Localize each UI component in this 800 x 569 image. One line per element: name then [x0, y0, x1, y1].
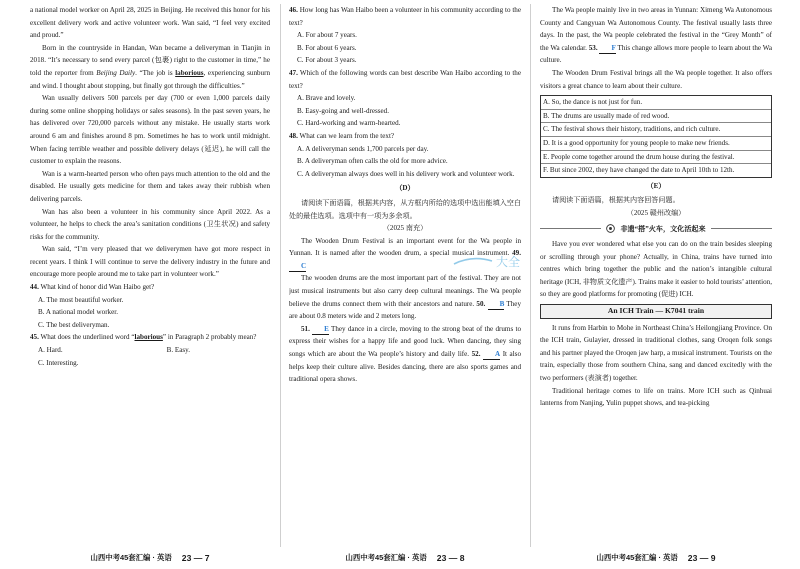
paragraph: Wan usually delivers 500 parcels per day (700 or even 1,000 parcels daily during some online shopping holidays or sales seasons). In the past seven years, he has delivered over 720,000 parcels without any mistake. He usually starts work around 6 am and finishes around 8 pm. Sometimes he has to work until midnight. When facing terrible weather and possible delivery delays (延迟), he will call the customer to explain the reasons.: [30, 94, 270, 166]
paragraph: Traditional heritage comes to life on trains. More ICH such as Qinhuai lanterns from Nanjing, Yulin puppet shows, and tea-picking: [540, 386, 772, 408]
column-divider: [280, 4, 281, 547]
question-46: 46. How long has Wan Haibo been a volunteer in his community according to the text?: [289, 6, 521, 27]
paragraph: 51. E They dance in a circle, moving to the strong beat of the drums to express their wishes for a happy life and good luck. When dancing, they sing songs which are about the Wa people’s history and daily life. 52. A It also helps keep their culture alive. Besides dancing, there are also sports games and traditional opera shows.: [289, 324, 521, 384]
page-number: 23 — 8: [436, 552, 465, 563]
svg-text:大全: 大全: [496, 255, 521, 269]
instruction-d: 请阅读下面语篇，根据其内容，从方框内所给的选项中选出能填入空白处的最佳选项。选项中有一项为多余项。: [289, 198, 521, 220]
option-b: B. The drums are usually made of red wood.: [541, 110, 771, 124]
page-footer: [289, 550, 521, 566]
option: C. The best deliveryman.: [38, 320, 110, 329]
flower-icon: [606, 224, 615, 233]
option: B. A national model worker.: [38, 308, 118, 317]
answer-blank[interactable]: A: [483, 349, 500, 360]
paragraph: Have you ever wondered what else you can do on the train besides sleeping or scrolling through your phone? Actually, in China, trains have turned into centres which bring together the public and the nation’s intangible cultural heritage (ICH, 非物质文化遗产). Trains make it easier to hold tourists’ attention, so they are good platforms for promoting (促进) ICH.: [540, 240, 772, 299]
page-number: 23 — 9: [687, 552, 716, 563]
option-c: C. The festival shows their history, traditions, and rich culture.: [541, 123, 771, 137]
paragraph: It runs from Harbin to Mohe in Northeast China’s Heilongjiang Province. On the ICH train, Gulayier, dressed in traditional clothes, sang Oroqen folk songs and his partner played the Oroqen jaw harp, a musical instrument. Tourists on the train, especially those from southern China, sang and danced excitedly with the two performers (表演者) together.: [540, 323, 772, 383]
page-footer: [540, 550, 772, 566]
paragraph: Born in the countryside in Handan, Wan became a deliveryman in Tianjin in 2018. “It’s necessary to send every parcel (包裹) right to the customer in time,” he told the reporter from Beijing Daily. “The job is laborious, experiencing sunburn and wind. I thought about stopping, but finally got through the difficulties.”: [30, 43, 270, 90]
paragraph: The Wa people mainly live in two areas in Yunnan: Ximeng Wa Autonomous County and Cangyuan Wa Autonomous County. The festival usually lasts three days. In the past, the Wa people celebrated the festival in the “Grey Month” of the Wa calendar. 53. F This change allows more people to learn about the Wa culture.: [540, 6, 772, 65]
answer-blank[interactable]: C: [289, 261, 306, 272]
options-box: [540, 95, 772, 178]
section-heading-e: （E）: [646, 181, 666, 190]
source-e: （2025 赣州改编）: [626, 208, 686, 217]
answer-blank[interactable]: E: [312, 324, 329, 335]
newspaper-name: Beijing Daily: [96, 68, 136, 77]
paragraph: Wan is a warm-hearted person who often pays much attention to the old and the disabled. He usually gets medicine for them and takes away their rubbish when delivering parcels.: [30, 169, 270, 203]
paragraph: Wan has also been a volunteer in his community since April 2022. As a volunteer, he helps to check the area’s sanitation conditions (卫生状况) and safety risks for the community.: [30, 207, 270, 241]
underlined-word: laborious: [175, 68, 204, 77]
paragraph: Wan said, “I’m very pleased that we deliverymen have got more respect in recent years. I think I will continue to serve the delivery industry in the future and encourage more people around me to take part in volunteer work.”: [30, 245, 270, 279]
option: A. Brave and lovely.: [297, 94, 356, 103]
option: A. For about 7 years.: [297, 31, 357, 40]
page-number: 23 — 7: [181, 552, 210, 563]
answer-blank[interactable]: B: [488, 299, 505, 310]
paragraph: The Wooden Drum Festival is an important event for the Wa people in Yunnan. It is named after the wooden drum, a special musical instrument. 49. C: [289, 236, 521, 270]
option-a: A. So, the dance is not just for fun.: [541, 96, 771, 110]
option: C. Interesting.: [38, 358, 79, 367]
question-45: 45. What does the underlined word “laborious” in Paragraph 2 probably mean?: [30, 333, 257, 342]
paragraph: a national model worker on April 28, 2025 in Beijing. He received this honor for his excellent delivery work and active volunteer work. Wan said, “I feel very excited and proud.”: [30, 6, 270, 40]
option-row: A. Hard. B. Easy.: [38, 346, 191, 355]
book-title: 山西中考45套汇编 · 英语: [90, 552, 172, 562]
book-title: 山西中考45套汇编 · 英语: [596, 552, 678, 562]
book-title: 山西中考45套汇编 · 英语: [345, 552, 427, 562]
paragraph: The Wooden Drum Festival brings all the Wa people together. It also offers visitors a great chance to learn about their culture.: [540, 68, 772, 90]
option-e: E. People come together around the drum house during the festival.: [541, 151, 771, 165]
ich-train-heading: An ICH Train — K7041 train: [540, 304, 772, 319]
title-rule: [711, 228, 772, 229]
column-divider: [530, 4, 531, 547]
watermark-logo: [452, 252, 538, 270]
option: B. For about 6 years.: [297, 43, 357, 52]
instruction-e: 请阅读下面语篇，根据其内容回答问题。: [552, 196, 680, 205]
option: B. Easy-going and well-dressed.: [297, 106, 390, 115]
option: C. For about 3 years.: [297, 56, 357, 65]
option: C. A deliveryman always does well in his delivery work and volunteer work.: [297, 169, 515, 178]
option: A. A deliveryman sends 1,700 parcels per day.: [297, 144, 429, 153]
option: A. The most beautiful worker.: [38, 295, 124, 304]
answer-blank[interactable]: F: [599, 43, 615, 54]
paragraph: The wooden drums are the most important part of the festival. They are not just musical instruments but also carry deep cultural meanings. The Wa people believe the drums connect them with their ancestors and nature. 50. B They are about 0.8 meters wide and 2 meters long.: [289, 274, 521, 321]
option-d: D. It is a good opportunity for young people to make new friends.: [541, 137, 771, 151]
page-footer: [30, 550, 270, 566]
section-heading-d: （D）: [395, 184, 415, 193]
question-47: 47. Which of the following words can best describe Wan Haibo according to the text?: [289, 68, 521, 90]
option-f: F. But since 2002, they have changed the date to April 10th to 12th.: [543, 166, 735, 175]
option: C. Hard-working and warm-hearted.: [297, 119, 401, 128]
column-2: [289, 4, 521, 547]
column-1: [30, 4, 270, 547]
question-48: 48. What can we learn from the text?: [289, 131, 395, 140]
passage-title-e: 非遗“搭”火车，文化活起来: [540, 223, 772, 236]
option: B. A deliveryman often calls the old for more advice.: [297, 157, 448, 166]
title-rule: [540, 228, 601, 229]
question-44: 44. What kind of honor did Wan Haibo get?: [30, 283, 155, 292]
source-d: （2025 南充）: [382, 224, 428, 233]
column-3: [540, 4, 772, 547]
